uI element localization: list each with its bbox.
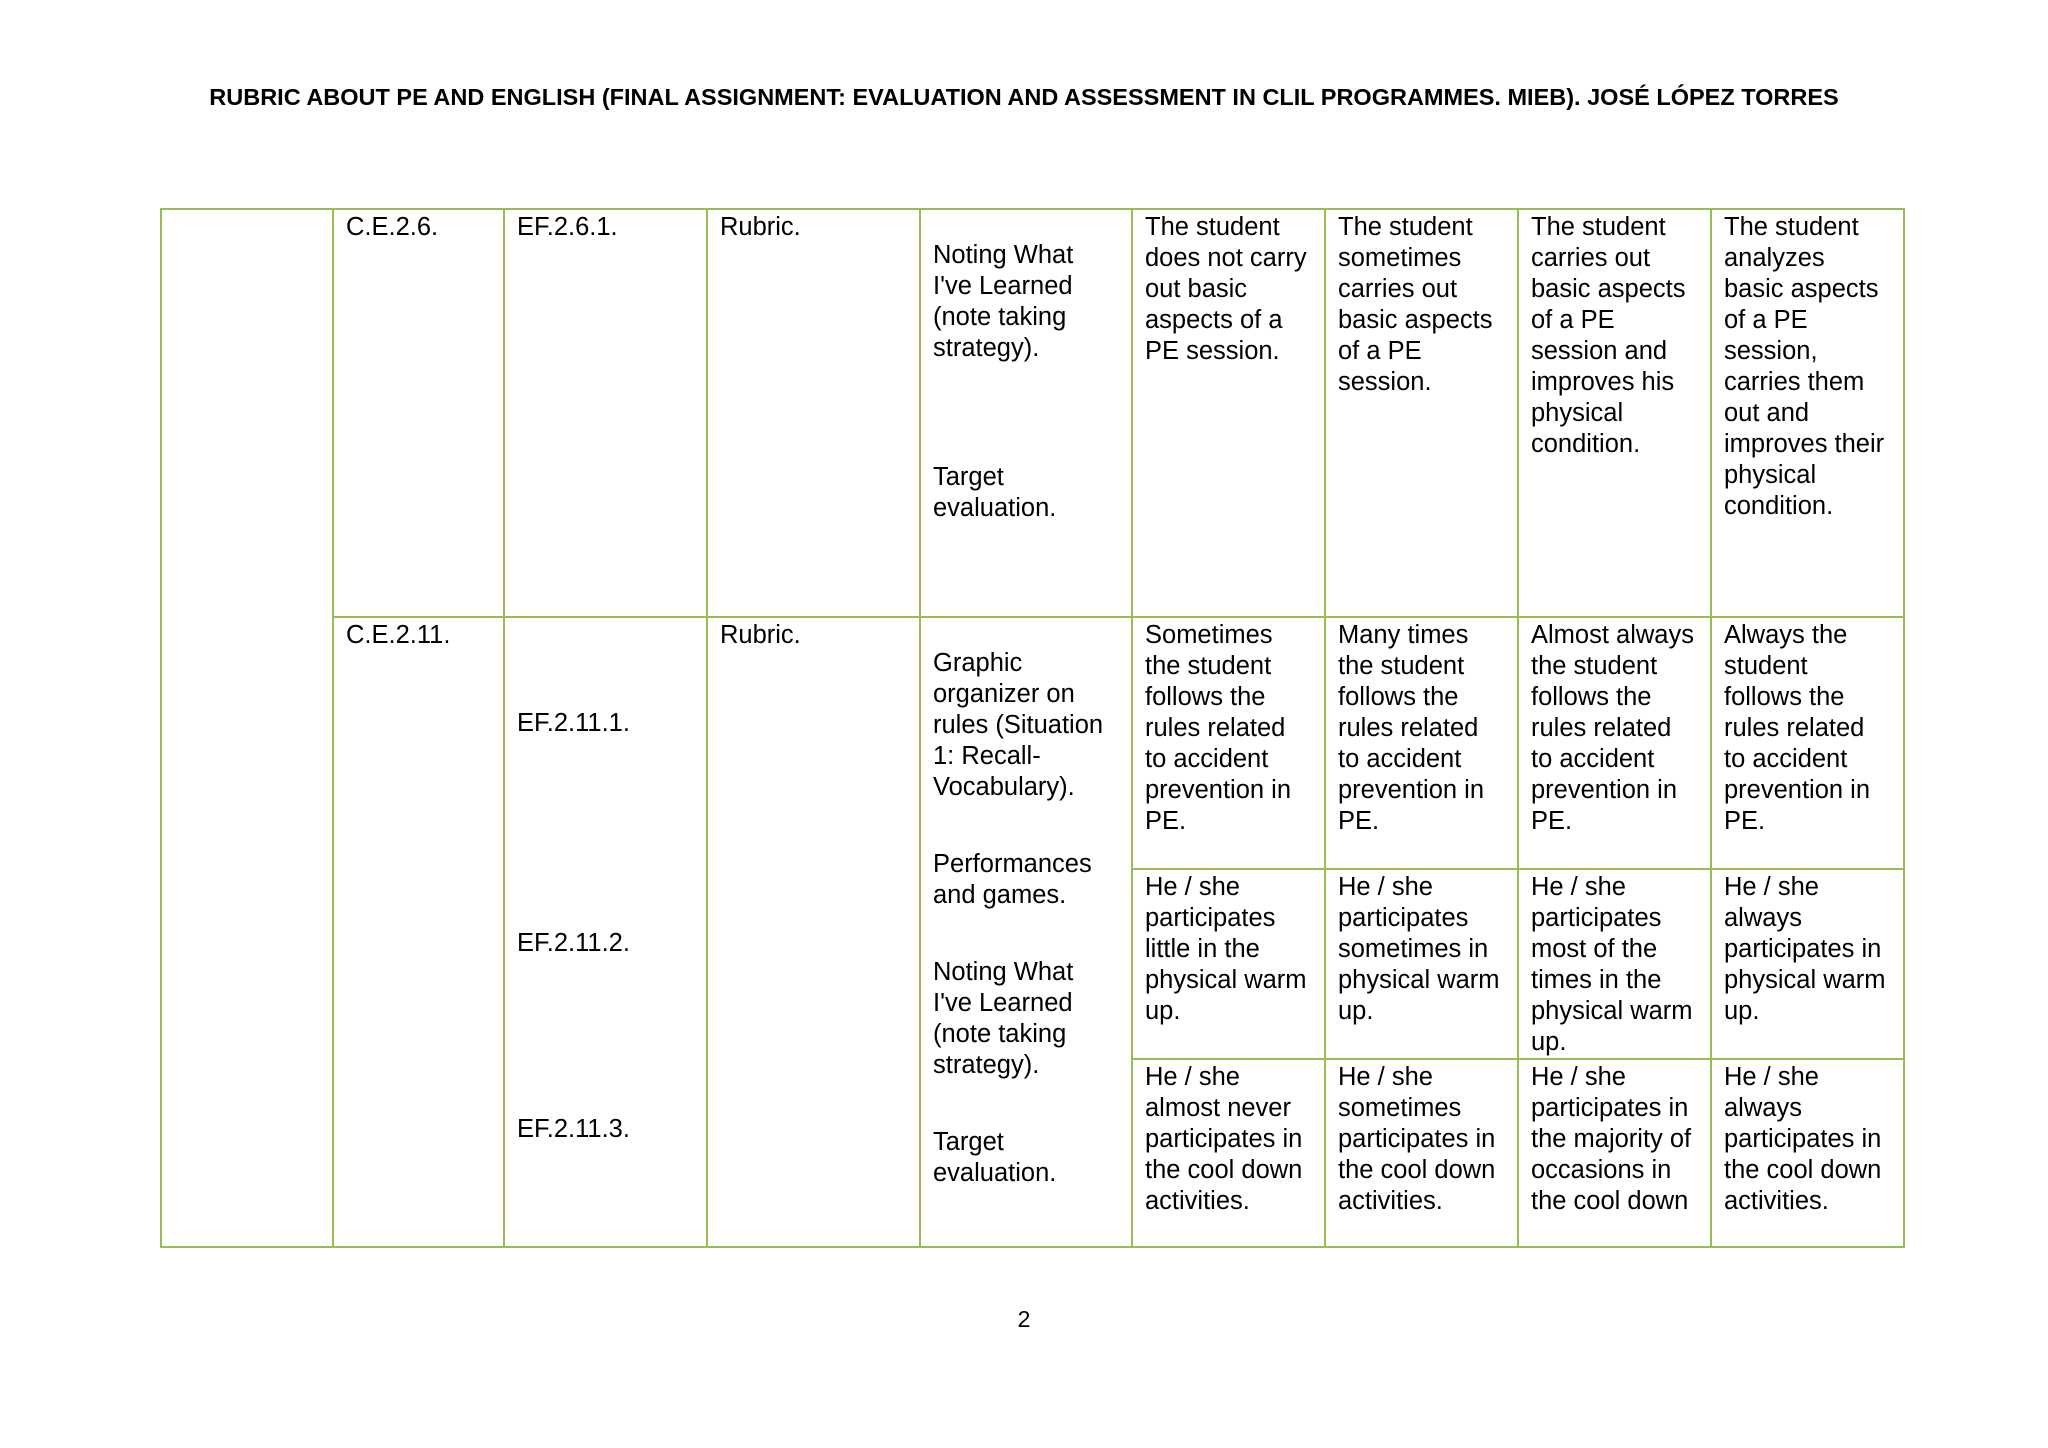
- level-cell: The student carries out basic aspects of a PE session and improves his physical condition.: [1518, 209, 1711, 617]
- tool-item: Noting What I've Learned (note taking strategy).: [933, 241, 1074, 362]
- tool-item: Target evaluation.: [933, 1128, 1057, 1187]
- level-cell: The student does not carry out basic aspects of a PE session.: [1132, 209, 1325, 617]
- level-cell: He / she always participates in the cool down activities.: [1711, 1059, 1904, 1247]
- table-row: [161, 209, 1904, 617]
- criterion-cell: C.E.2.6.: [333, 209, 504, 617]
- level-cell: He / she almost never participates in the cool down activities.: [1132, 1059, 1325, 1247]
- criterion-cell: C.E.2.11.: [333, 617, 504, 1247]
- level-cell: The student sometimes carries out basic aspects of a PE session.: [1325, 209, 1518, 617]
- standards-cell: [504, 617, 707, 1247]
- level-cell: He / she always participates in physical warm up.: [1711, 869, 1904, 1059]
- level-cell: Many times the student follows the rules related to accident prevention in PE.: [1325, 617, 1518, 869]
- tool-item: Graphic organizer on rules (Situation 1: Recall-Vocabulary).: [933, 649, 1104, 801]
- tool-item: Performances and games.: [933, 850, 1092, 909]
- rubric-table: [160, 208, 1905, 1248]
- level-cell: The student analyzes basic aspects of a PE session, carries them out and improves their physical condition.: [1711, 209, 1904, 617]
- tools-cell: [920, 209, 1132, 617]
- page-header: RUBRIC ABOUT PE AND ENGLISH (FINAL ASSIGNMENT: EVALUATION AND ASSESSMENT IN CLIL PROGRAMMES. MIEB). JOSÉ LÓPEZ TORRES: [209, 84, 1839, 110]
- level-cell: Always the student follows the rules related to accident prevention in PE.: [1711, 617, 1904, 869]
- level-cell: He / she participates little in the physical warm up.: [1132, 869, 1325, 1059]
- standard-cell: EF.2.6.1.: [504, 209, 707, 617]
- standard-item: EF.2.11.2.: [517, 929, 630, 957]
- table-row: [161, 617, 1904, 869]
- level-cell: He / she participates sometimes in physical warm up.: [1325, 869, 1518, 1059]
- instrument-cell: Rubric.: [707, 617, 920, 1247]
- instrument-cell: Rubric.: [707, 209, 920, 617]
- tool-item: Noting What I've Learned (note taking strategy).: [933, 958, 1074, 1079]
- level-cell: He / she participates in the majority of occasions in the cool down: [1518, 1059, 1711, 1247]
- tools-cell: [920, 617, 1132, 1247]
- level-cell: Sometimes the student follows the rules related to accident prevention in PE.: [1132, 617, 1325, 869]
- empty-first-column-cell: [161, 209, 333, 1247]
- level-cell: He / she sometimes participates in the cool down activities.: [1325, 1059, 1518, 1247]
- tool-item: Target evaluation.: [933, 463, 1057, 522]
- standard-item: EF.2.11.3.: [517, 1115, 630, 1143]
- level-cell: He / she participates most of the times in the physical warm up.: [1518, 869, 1711, 1059]
- standard-item: EF.2.11.1.: [517, 709, 630, 737]
- level-cell: Almost always the student follows the rules related to accident prevention in PE.: [1518, 617, 1711, 869]
- page-number: 2: [1017, 1306, 1031, 1332]
